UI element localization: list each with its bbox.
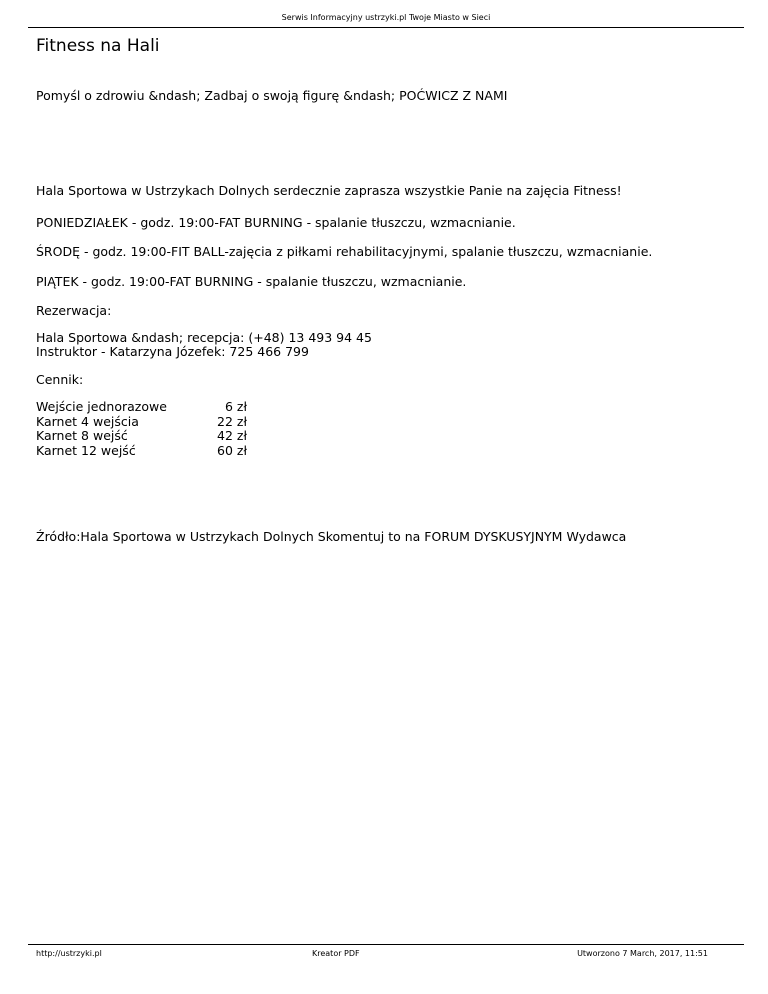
schedule-friday: PIĄTEK - godz. 19:00-FAT BURNING - spalanie tłuszczu, wzmacnianie. xyxy=(36,274,467,289)
reservation-reception: Hala Sportowa &ndash; recepcja: (+48) 13 493 94 45 xyxy=(36,330,372,345)
invitation-text: Hala Sportowa w Ustrzykach Dolnych serdecznie zaprasza wszystkie Panie na zajęcia Fitness! xyxy=(36,183,622,198)
site-title: Serwis Informacyjny ustrzyki.pl Twoje Miasto w Sieci xyxy=(281,13,491,22)
footer-created-date: Utworzono 7 March, 2017, 11:51 xyxy=(577,949,708,958)
price-row xyxy=(36,444,247,459)
price-row xyxy=(36,415,247,430)
schedule-monday: PONIEDZIAŁEK - godz. 19:00-FAT BURNING - spalanie tłuszczu, wzmacnianie. xyxy=(36,215,516,230)
article-lead: Pomyśl o zdrowiu &ndash; Zadbaj o swoją figurę &ndash; POĆWICZ Z NAMI xyxy=(36,88,508,103)
price-row xyxy=(36,429,247,444)
price-table xyxy=(36,400,247,458)
article-title: Fitness na Hali xyxy=(36,36,160,56)
page-header xyxy=(28,11,744,28)
price-item-value: 42 zł xyxy=(217,428,247,443)
price-row xyxy=(36,400,247,415)
reservation-label: Rezerwacja: xyxy=(36,303,112,318)
reservation-instructor: Instruktor - Katarzyna Józefek: 725 466 799 xyxy=(36,344,309,359)
price-item-value: 6 zł xyxy=(224,399,247,414)
source-line: Źródło:Hala Sportowa w Ustrzykach Dolnych Skomentuj to na FORUM DYSKUSYJNYM Wydawca xyxy=(36,529,627,544)
price-item-name: Karnet 4 wejścia xyxy=(36,413,139,429)
footer-creator: Kreator PDF xyxy=(312,949,360,958)
price-item-value: 60 zł xyxy=(217,442,247,458)
price-item-name: Karnet 8 wejść xyxy=(36,428,128,443)
price-item-name: Wejście jednorazowe xyxy=(36,399,167,414)
price-item-value: 22 zł xyxy=(217,413,247,429)
price-label: Cennik: xyxy=(36,372,84,387)
price-item-name: Karnet 12 wejść xyxy=(36,442,136,458)
page-footer xyxy=(28,944,744,961)
schedule-wednesday: ŚRODĘ - godz. 19:00-FIT BALL-zajęcia z piłkami rehabilitacyjnymi, spalanie tłuszczu, wzmacnianie. xyxy=(36,244,653,259)
footer-url: http://ustrzyki.pl xyxy=(36,949,102,958)
